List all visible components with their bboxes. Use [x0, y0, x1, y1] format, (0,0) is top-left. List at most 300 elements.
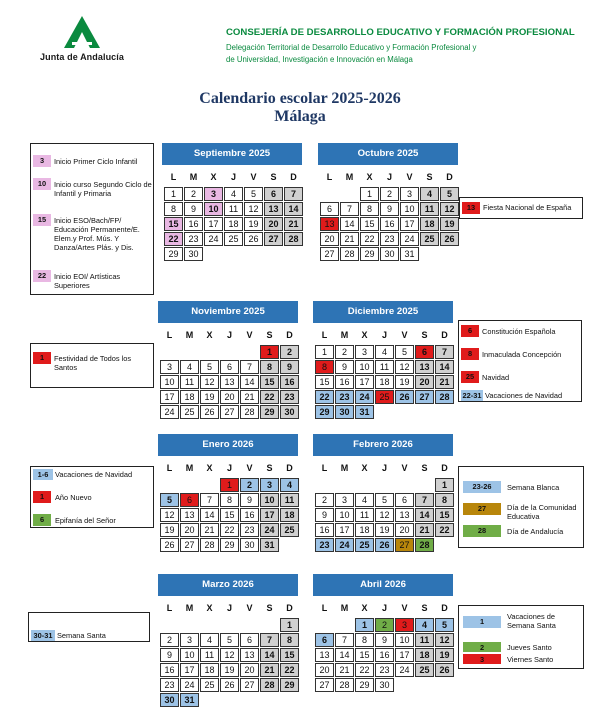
calendar-day: 4: [415, 618, 434, 632]
calendar-day: 17: [260, 508, 279, 522]
calendar-day: 30: [240, 538, 259, 552]
legend-swatch: 15: [33, 214, 51, 226]
calendar-day: 20: [264, 217, 283, 231]
calendar-day: 24: [160, 405, 179, 419]
calendar-day: 14: [340, 217, 359, 231]
legend-box: [458, 320, 582, 402]
calendar-day: 7: [200, 493, 219, 507]
calendar-day: 15: [315, 375, 334, 389]
calendar-day: 5: [220, 633, 239, 647]
calendar-day: 18: [200, 663, 219, 677]
weekday-label: D: [286, 463, 293, 473]
calendar-day: 1: [315, 345, 334, 359]
weekday-label: X: [206, 463, 213, 473]
calendar-day: 21: [200, 523, 219, 537]
calendar-day: 14: [260, 648, 279, 662]
weekday-label: S: [421, 330, 428, 340]
legend-text: Inicio EOI/ Artísticas Superiores: [54, 272, 121, 290]
calendar-day: 27: [240, 678, 259, 692]
calendar-day: 25: [375, 390, 394, 404]
calendar-day: 29: [260, 405, 279, 419]
calendar-day: 30: [380, 247, 399, 261]
calendar-day: 10: [400, 202, 419, 216]
calendar-day: 28: [435, 390, 454, 404]
calendar-day: 27: [395, 538, 414, 552]
calendar-day: 2: [280, 345, 299, 359]
calendar-day: 22: [360, 232, 379, 246]
calendar-day: 1: [435, 478, 454, 492]
calendar-day: 4: [224, 187, 243, 201]
calendar-day: 21: [415, 523, 434, 537]
calendar-day: 26: [375, 538, 394, 552]
weekday-label: M: [345, 172, 354, 182]
legend-swatch: 27: [463, 503, 501, 515]
calendar-day: 3: [204, 187, 223, 201]
calendar-day: 28: [284, 232, 303, 246]
calendar-day: 9: [380, 202, 399, 216]
calendar-day: 5: [200, 360, 219, 374]
calendar-day: 15: [164, 217, 183, 231]
calendar-day: 20: [395, 523, 414, 537]
calendar-day: 12: [440, 202, 459, 216]
calendar-day: 6: [240, 633, 259, 647]
calendar-day: 7: [415, 493, 434, 507]
calendar-day: 8: [164, 202, 183, 216]
weekday-label: S: [266, 330, 273, 340]
calendar-day: 22: [260, 390, 279, 404]
weekday-label: M: [185, 603, 194, 613]
weekday-label: J: [226, 463, 232, 473]
weekday-label: D: [441, 463, 448, 473]
calendar-day: 15: [220, 508, 239, 522]
weekday-label: L: [321, 603, 328, 613]
calendar-day: 13: [264, 202, 283, 216]
calendar-day: 28: [240, 405, 259, 419]
calendar-day: 27: [315, 678, 334, 692]
calendar-day: 13: [315, 648, 334, 662]
weekday-label: J: [381, 603, 387, 613]
calendar-day: 11: [224, 202, 243, 216]
calendar-day: 10: [260, 493, 279, 507]
weekday-label: L: [166, 330, 173, 340]
calendar-day: 9: [240, 493, 259, 507]
legend-box: [30, 466, 154, 528]
calendar-day: 27: [320, 247, 339, 261]
calendar-day: 15: [280, 648, 299, 662]
legend-swatch: 13: [462, 202, 480, 214]
calendar-day: 28: [415, 538, 434, 552]
calendar-day: 29: [164, 247, 183, 261]
calendar-day: 14: [435, 360, 454, 374]
calendar-day: 28: [200, 538, 219, 552]
calendar-day: 7: [340, 202, 359, 216]
calendar-day: 11: [375, 360, 394, 374]
calendar-day: 8: [435, 493, 454, 507]
calendar-day: 27: [264, 232, 283, 246]
legend-box: [458, 466, 584, 548]
weekday-label: V: [401, 330, 408, 340]
calendar-day: 29: [355, 678, 374, 692]
calendar-day: 22: [355, 663, 374, 677]
calendar-day: 17: [160, 390, 179, 404]
weekday-label: X: [210, 172, 217, 182]
month-header: Diciembre 2025: [313, 301, 453, 323]
calendar-day: 18: [415, 648, 434, 662]
calendar-day: 19: [375, 523, 394, 537]
weekday-label: X: [361, 463, 368, 473]
calendar-day: 9: [335, 360, 354, 374]
weekday-label: S: [421, 603, 428, 613]
calendar-day: 19: [220, 663, 239, 677]
weekday-label: J: [381, 330, 387, 340]
calendar-day: 28: [335, 678, 354, 692]
calendar-day: 26: [200, 405, 219, 419]
calendar-day: 3: [355, 345, 374, 359]
month-header: Abril 2026: [313, 574, 453, 596]
calendar-day: 24: [395, 663, 414, 677]
junta-logo: [34, 14, 130, 70]
calendar-day: 29: [360, 247, 379, 261]
calendar-day: 17: [204, 217, 223, 231]
calendar-day: 8: [355, 633, 374, 647]
calendar-day: 16: [160, 663, 179, 677]
calendar-day: 23: [160, 678, 179, 692]
calendar-day: 27: [220, 405, 239, 419]
calendar-day: 17: [400, 217, 419, 231]
calendar-day: 25: [200, 678, 219, 692]
calendar-day: 2: [184, 187, 203, 201]
calendar-day: 5: [375, 493, 394, 507]
calendar-day: 21: [335, 663, 354, 677]
calendar-day: 3: [400, 187, 419, 201]
calendar-day: 7: [335, 633, 354, 647]
weekday-label: D: [441, 603, 448, 613]
calendar-day: 16: [335, 375, 354, 389]
legend-swatch: 10: [33, 178, 51, 190]
calendar-day: 6: [415, 345, 434, 359]
legend-text: Inmaculada Concepción: [482, 350, 562, 359]
calendar-day: 8: [220, 493, 239, 507]
org-subtitle-1: Delegación Territorial de Desarrollo Educativo y Formación Profesional y: [226, 43, 477, 52]
legend-box: [459, 197, 583, 219]
calendar-day: 29: [280, 678, 299, 692]
legend-swatch: 3: [33, 155, 51, 167]
calendar-day: 8: [315, 360, 334, 374]
legend-swatch: 1: [33, 491, 51, 503]
calendar-day: 11: [355, 508, 374, 522]
calendar-day: 26: [435, 663, 454, 677]
weekday-label: S: [266, 603, 273, 613]
calendar-day: 21: [340, 232, 359, 246]
weekday-label: S: [426, 172, 433, 182]
calendar-day: 15: [260, 375, 279, 389]
legend-text: Vacaciones de Navidad: [55, 470, 133, 479]
calendar-day: 18: [375, 375, 394, 389]
calendar-day: 17: [395, 648, 414, 662]
calendar-day: 13: [240, 648, 259, 662]
weekday-label: X: [366, 172, 373, 182]
calendar-day: 14: [335, 648, 354, 662]
weekday-label: D: [446, 172, 453, 182]
calendar-day: 1: [360, 187, 379, 201]
calendar-day: 2: [335, 345, 354, 359]
calendar-day: 12: [220, 648, 239, 662]
weekday-label: M: [189, 172, 198, 182]
calendar-day: 2: [315, 493, 334, 507]
weekday-label: L: [170, 172, 177, 182]
calendar-day: 21: [240, 390, 259, 404]
legend-swatch: 30-31: [31, 630, 55, 641]
calendar-day: 3: [335, 493, 354, 507]
weekday-label: V: [401, 463, 408, 473]
weekday-label: L: [166, 603, 173, 613]
legend-swatch: 22: [33, 270, 51, 282]
calendar-day: 26: [440, 232, 459, 246]
weekday-label: J: [230, 172, 236, 182]
weekday-label: D: [286, 603, 293, 613]
calendar-day: 11: [180, 375, 199, 389]
calendar-day: 10: [180, 648, 199, 662]
legend-text: Vacaciones de Semana Santa: [507, 612, 556, 630]
weekday-label: X: [206, 603, 213, 613]
legend-box: [28, 612, 150, 642]
calendar-day: 10: [355, 360, 374, 374]
calendar-day: 26: [160, 538, 179, 552]
weekday-label: V: [406, 172, 413, 182]
calendar-day: 2: [240, 478, 259, 492]
calendar-day: 30: [375, 678, 394, 692]
legend-swatch: 1: [33, 352, 51, 364]
calendar-day: 22: [280, 663, 299, 677]
calendar-day: 23: [380, 232, 399, 246]
calendar-day: 6: [315, 633, 334, 647]
page-title: Calendario escolar 2025-2026: [199, 90, 401, 107]
month-header: Marzo 2026: [158, 574, 298, 596]
calendar-day: 25: [180, 405, 199, 419]
month-header: Enero 2026: [158, 434, 298, 456]
legend-swatch: 8: [461, 348, 479, 360]
legend-text: Jueves Santo: [507, 643, 552, 652]
weekday-label: M: [185, 463, 194, 473]
weekday-label: D: [286, 330, 293, 340]
legend-box: [458, 605, 584, 669]
calendar-day: 12: [395, 360, 414, 374]
calendar-day: 3: [180, 633, 199, 647]
calendar-day: 4: [375, 345, 394, 359]
calendar-day: 26: [395, 390, 414, 404]
calendar-day: 29: [315, 405, 334, 419]
calendar-day: 1: [280, 618, 299, 632]
weekday-label: V: [246, 603, 253, 613]
calendar-day: 23: [280, 390, 299, 404]
legend-text: Festividad de Todos los Santos: [54, 354, 132, 372]
legend-swatch: 28: [463, 525, 501, 537]
calendar-day: 12: [375, 508, 394, 522]
month-header: Noviembre 2025: [158, 301, 298, 323]
calendar-day: 6: [220, 360, 239, 374]
calendar-day: 8: [280, 633, 299, 647]
legend-swatch: 6: [33, 514, 51, 526]
calendar-day: 4: [200, 633, 219, 647]
calendar-day: 9: [315, 508, 334, 522]
calendar-day: 13: [180, 508, 199, 522]
calendar-day: 8: [260, 360, 279, 374]
calendar-day: 31: [400, 247, 419, 261]
legend-swatch: 23-26: [463, 481, 501, 493]
weekday-label: X: [206, 330, 213, 340]
org-title: CONSEJERÍA DE DESARROLLO EDUCATIVO Y FORMACIÓN PROFESIONAL: [226, 27, 575, 38]
calendar-day: 22: [315, 390, 334, 404]
weekday-label: V: [401, 603, 408, 613]
calendar-day: 19: [440, 217, 459, 231]
legend-text: Fiesta Nacional de España: [483, 203, 572, 212]
calendar-day: 17: [355, 375, 374, 389]
legend-text: Semana Blanca: [507, 483, 560, 492]
legend-text: Semana Santa: [57, 631, 106, 640]
calendar-day: 20: [240, 663, 259, 677]
calendar-day: 23: [184, 232, 203, 246]
calendar-day: 25: [355, 538, 374, 552]
calendar-day: 16: [380, 217, 399, 231]
weekday-label: X: [361, 330, 368, 340]
legend-text: Viernes Santo: [507, 655, 554, 664]
calendar-day: 28: [260, 678, 279, 692]
calendar-day: 7: [260, 633, 279, 647]
legend-swatch: 6: [461, 325, 479, 337]
legend-text: Inicio curso Segundo Ciclo de Infantil y Primaria: [54, 180, 152, 198]
calendar-day: 26: [244, 232, 263, 246]
calendar-day: 10: [335, 508, 354, 522]
weekday-label: M: [185, 330, 194, 340]
calendar-day: 6: [395, 493, 414, 507]
logo-text: Junta de Andalucía: [40, 52, 124, 62]
calendar-day: 16: [184, 217, 203, 231]
calendar-day: 7: [284, 187, 303, 201]
calendar-day: 18: [420, 217, 439, 231]
calendar-day: 22: [435, 523, 454, 537]
calendar-day: 25: [224, 232, 243, 246]
calendar-day: 10: [160, 375, 179, 389]
legend-swatch: 25: [461, 371, 479, 383]
calendar-day: 24: [355, 390, 374, 404]
calendar-day: 29: [220, 538, 239, 552]
calendar-day: 23: [240, 523, 259, 537]
calendar-day: 19: [200, 390, 219, 404]
calendar-day: 31: [180, 693, 199, 707]
calendar-day: 6: [320, 202, 339, 216]
calendar-day: 17: [335, 523, 354, 537]
calendar-day: 5: [244, 187, 263, 201]
calendar-day: 8: [360, 202, 379, 216]
weekday-label: J: [381, 463, 387, 473]
org-subtitle-2: de Universidad, Investigación e Innovación en Málaga: [226, 55, 413, 64]
calendar-day: 19: [160, 523, 179, 537]
calendar-day: 7: [435, 345, 454, 359]
calendar-day: 30: [184, 247, 203, 261]
calendar-day: 15: [435, 508, 454, 522]
weekday-label: L: [321, 330, 328, 340]
calendar-day: 3: [260, 478, 279, 492]
calendar-day: 6: [180, 493, 199, 507]
calendar-day: 21: [260, 663, 279, 677]
legend-text: Día de Andalucía: [507, 527, 564, 536]
calendar-day: 23: [375, 663, 394, 677]
calendar-day: 15: [360, 217, 379, 231]
legend-box: [30, 143, 154, 295]
calendar-day: 24: [335, 538, 354, 552]
weekday-label: S: [266, 463, 273, 473]
junta-logo-icon: [62, 14, 102, 50]
calendar-day: 18: [280, 508, 299, 522]
calendar-day: 3: [395, 618, 414, 632]
calendar-day: 19: [395, 375, 414, 389]
calendar-day: 21: [284, 217, 303, 231]
legend-swatch: 22-31: [462, 391, 482, 400]
calendar-day: 24: [260, 523, 279, 537]
calendar-day: 1: [220, 478, 239, 492]
calendar-day: 23: [315, 538, 334, 552]
calendar-day: 25: [415, 663, 434, 677]
calendar-day: 20: [180, 523, 199, 537]
calendar-day: 26: [220, 678, 239, 692]
calendar-day: 27: [415, 390, 434, 404]
weekday-label: L: [321, 463, 328, 473]
calendar-day: 16: [375, 648, 394, 662]
calendar-day: 12: [160, 508, 179, 522]
calendar-day: 25: [420, 232, 439, 246]
calendar-day: 12: [435, 633, 454, 647]
weekday-label: D: [290, 172, 297, 182]
calendar-day: 19: [435, 648, 454, 662]
calendar-day: 21: [435, 375, 454, 389]
weekday-label: J: [226, 603, 232, 613]
month-header: Septiembre 2025: [162, 143, 302, 165]
calendar-day: 4: [355, 493, 374, 507]
calendar-day: 25: [280, 523, 299, 537]
calendar-day: 3: [160, 360, 179, 374]
calendar-day: 16: [280, 375, 299, 389]
calendar-day: 23: [335, 390, 354, 404]
city-title: Málaga: [274, 108, 326, 125]
weekday-label: L: [326, 172, 333, 182]
calendar-day: 24: [400, 232, 419, 246]
weekday-label: X: [361, 603, 368, 613]
legend-swatch: 1-6: [33, 469, 53, 480]
calendar-day: 24: [180, 678, 199, 692]
calendar-day: 7: [240, 360, 259, 374]
calendar-day: 9: [184, 202, 203, 216]
calendar-day: 4: [420, 187, 439, 201]
calendar-day: 5: [160, 493, 179, 507]
weekday-label: L: [166, 463, 173, 473]
calendar-day: 2: [380, 187, 399, 201]
calendar-day: 11: [420, 202, 439, 216]
calendar-day: 11: [280, 493, 299, 507]
calendar-day: 18: [224, 217, 243, 231]
calendar-day: 2: [160, 633, 179, 647]
calendar-day: 13: [220, 375, 239, 389]
calendar-day: 19: [244, 217, 263, 231]
calendar-day: 27: [180, 538, 199, 552]
calendar-day: 16: [315, 523, 334, 537]
calendar-day: 14: [200, 508, 219, 522]
calendar-day: 11: [415, 633, 434, 647]
calendar-day: 20: [320, 232, 339, 246]
month-header: Octubre 2025: [318, 143, 458, 165]
calendar-day: 22: [220, 523, 239, 537]
calendar-day: 9: [280, 360, 299, 374]
calendar-day: 4: [280, 478, 299, 492]
